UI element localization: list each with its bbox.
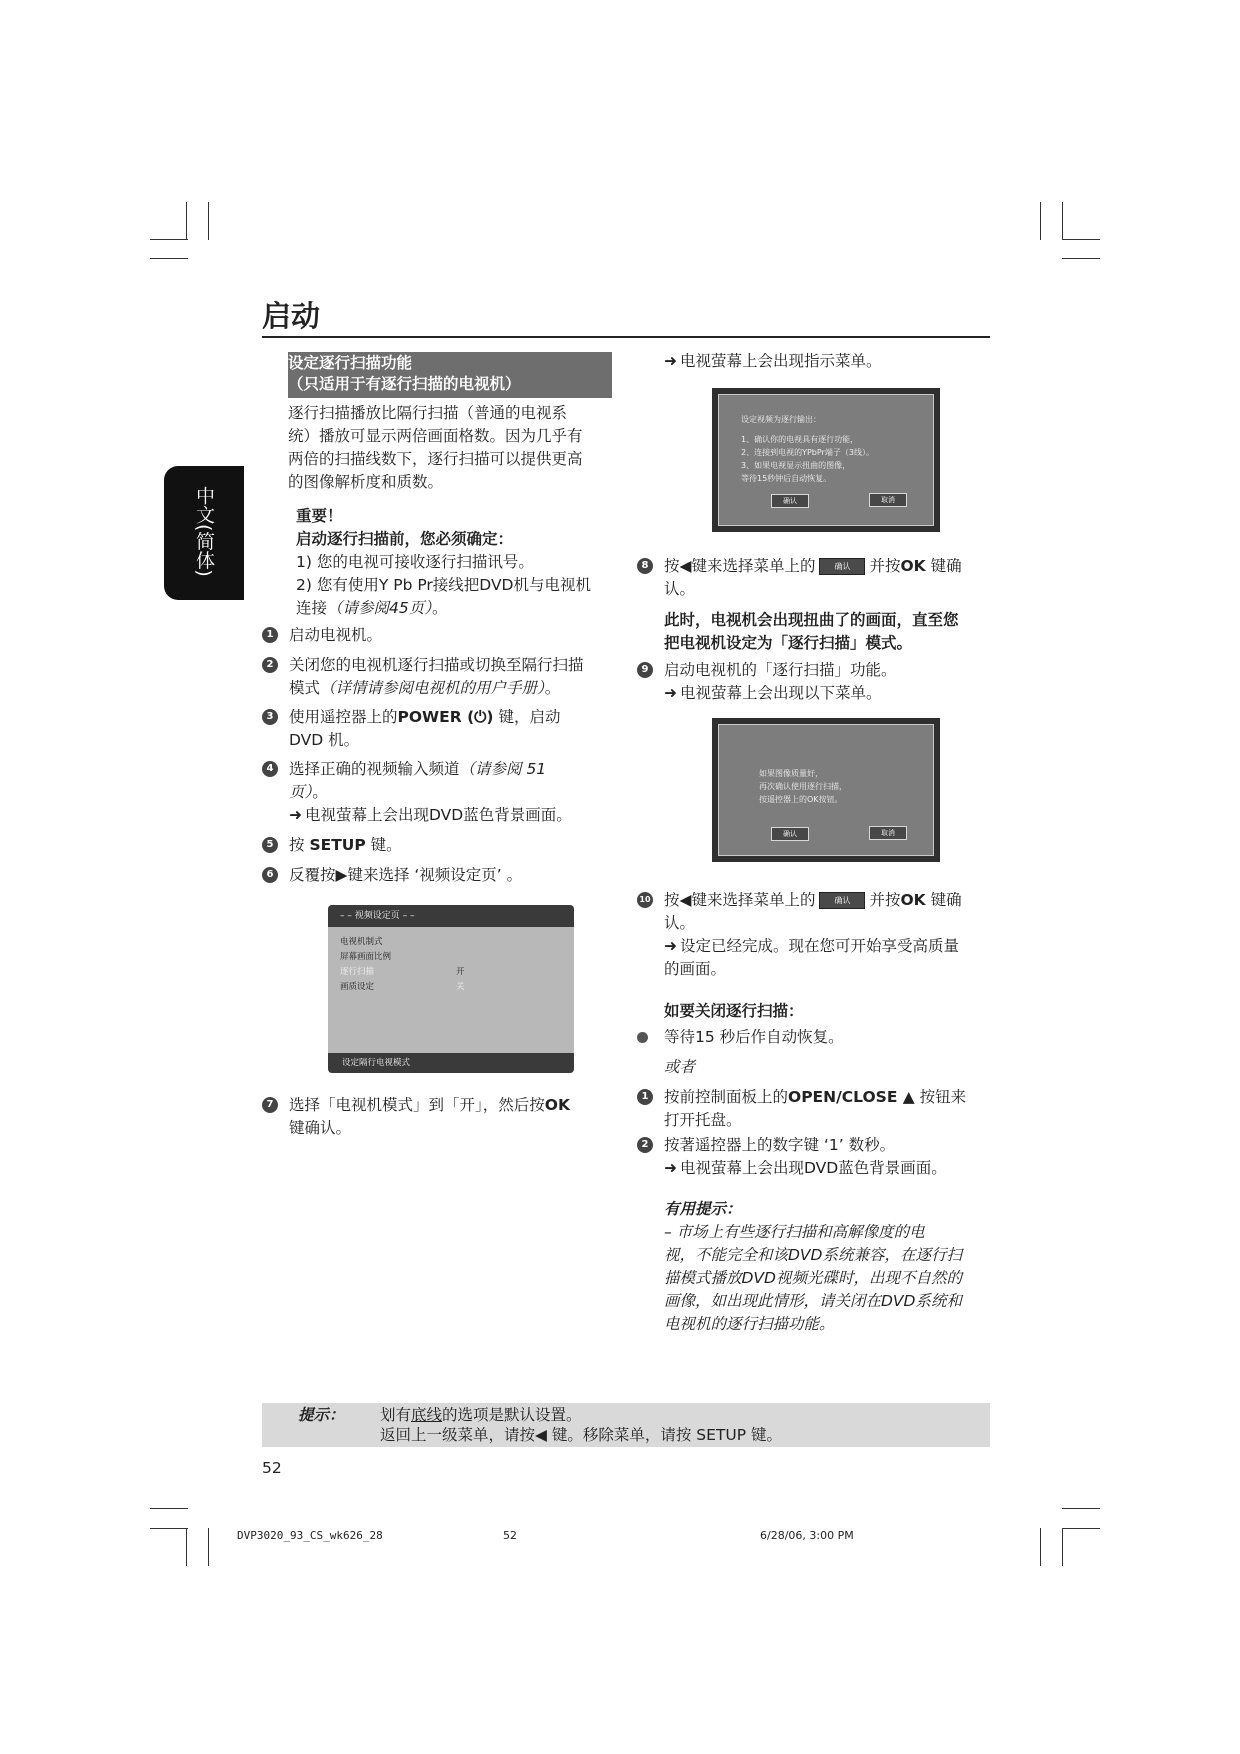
off-step-1: 1 按前控制面板上的OPEN/CLOSE ▲ 按钮来 打开托盘。 bbox=[637, 1086, 1024, 1132]
step-text: 启动电视机的「逐行扫描」功能。 bbox=[664, 661, 897, 679]
note-line-2: 返回上一级菜单，请按◀ 键。移除菜单，请按 SETUP 键。 bbox=[380, 1426, 782, 1444]
left-arrow-icon: ◀ bbox=[679, 557, 692, 575]
step-text: 关闭您的电视机逐行扫描或切换至隔行扫描 bbox=[289, 656, 584, 674]
step-text: 认。 bbox=[664, 914, 696, 932]
left-arrow-icon: ◀ bbox=[679, 891, 692, 909]
screen-text: 2、连接到电视的YPbPr端子（3线）。 bbox=[741, 448, 874, 457]
tip-title: 有用提示： bbox=[664, 1200, 742, 1218]
step-number: 3 bbox=[262, 709, 278, 725]
crop-mark bbox=[150, 258, 188, 259]
intro-line: 逐行扫描播放比隔行扫描（普通的电视系 bbox=[288, 404, 568, 422]
crop-mark bbox=[1040, 202, 1041, 240]
arrow-icon: ➜ bbox=[289, 806, 302, 824]
off-step-2: 2 按著遥控器上的数字键 ‘1’ 数秒。 ➜ 电视萤幕上会出现DVD蓝色背景画面。 bbox=[637, 1134, 1024, 1180]
footer-file-name: DVP3020_93_CS_wk626_28 bbox=[237, 1529, 383, 1542]
tip-line: 视，不能完全和该DVD系统兼容，在逐行扫 bbox=[664, 1246, 962, 1264]
step-number: 6 bbox=[262, 867, 278, 883]
section-heading bbox=[288, 352, 612, 398]
crop-mark bbox=[150, 1528, 188, 1529]
screen-text: 按遥控器上的OK按钮。 bbox=[759, 795, 843, 804]
step-3: 3 使用遥控器上的POWER (⏻) 键，启动 DVD 机。 bbox=[262, 706, 649, 752]
setup-menu-screen bbox=[328, 905, 574, 1073]
intro-line: 两倍的扫描线数下，逐行扫描可以提供更高 bbox=[288, 450, 583, 468]
note-label: 提示： bbox=[298, 1406, 345, 1424]
crop-mark bbox=[1062, 1508, 1100, 1509]
arrow-icon: ➜ bbox=[664, 684, 677, 702]
menu-header-label: – – 视频设定页 – – bbox=[340, 911, 415, 921]
intro-paragraph bbox=[288, 402, 618, 494]
language-tab bbox=[164, 466, 244, 600]
step-9: 9 启动电视机的「逐行扫描」功能。 ➜ 电视萤幕上会出现以下菜单。 bbox=[637, 659, 1024, 705]
step-8: 8 按◀键来选择菜单上的 确认 并按OK 键确 认。 此时，电视机会出现扭曲了的画面，直至您 把电视机设定为「逐行扫描」模式。 bbox=[637, 555, 1024, 655]
title-rule bbox=[262, 336, 990, 338]
screen-text: 3、如果电视显示扭曲的图像， bbox=[741, 461, 851, 470]
step-number: 7 bbox=[262, 1097, 278, 1113]
step-text: 按著遥控器上的数字键 ‘1’ 数秒。 bbox=[664, 1136, 896, 1154]
step-text: DVD 机。 bbox=[289, 731, 360, 749]
screen-text: 等待15秒钟后自动恢复。 bbox=[741, 474, 832, 483]
screen-text: 再次确认使用逐行扫描， bbox=[759, 782, 847, 791]
bullet-icon bbox=[637, 1032, 648, 1043]
screen-text: 设定视频为逐行输出： bbox=[741, 415, 821, 424]
tip-block bbox=[664, 1198, 1004, 1336]
tip-line: 电视机的逐行扫描功能。 bbox=[664, 1315, 835, 1333]
step-1 bbox=[262, 624, 649, 647]
step-number: 9 bbox=[637, 662, 653, 678]
step-text: 键确认。 bbox=[289, 1119, 352, 1137]
screen-text: 如果图像质量好， bbox=[759, 769, 823, 778]
tip-line: 描模式播放DVD视频光碟时，出现不自然的 bbox=[664, 1269, 962, 1287]
section-heading-line1: 设定逐行扫描功能 bbox=[288, 354, 413, 372]
confirm-button[interactable]: 确认 bbox=[771, 494, 809, 508]
crop-mark bbox=[150, 239, 188, 240]
step-6: 6 反覆按▶键来选择 ‘视频设定页’ 。 bbox=[262, 864, 649, 887]
step-text: 的画面。 bbox=[664, 960, 727, 978]
crop-mark bbox=[186, 1528, 187, 1566]
footer-timestamp: 6/28/06, 3:00 PM bbox=[760, 1529, 854, 1542]
note-line-1: 划有底线的选项是默认设置。 bbox=[380, 1406, 582, 1424]
language-tab-label: 中文(简体) bbox=[193, 486, 215, 577]
tip-line: – 市场上有些逐行扫描和高解像度的电 bbox=[664, 1223, 925, 1241]
menu-value-off[interactable]: 关 bbox=[456, 982, 465, 992]
important-item-1: 1) 您的电视可接收逐行扫描讯号。 bbox=[296, 553, 534, 571]
step-text: 认。 bbox=[664, 580, 696, 598]
menu-footer bbox=[328, 1053, 574, 1073]
step-7: 7 选择「电视机模式」到「开」，然后按OK 键确认。 bbox=[262, 1094, 649, 1140]
off-bullet: 等待15 秒后作自动恢复。 bbox=[637, 1026, 1024, 1049]
menu-item[interactable]: 屏幕画面比例 bbox=[340, 952, 392, 962]
step-number: 1 bbox=[262, 627, 278, 643]
menu-value-on[interactable]: 开 bbox=[456, 967, 465, 977]
step-number: 10 bbox=[637, 892, 653, 908]
page-title: 启动 bbox=[262, 299, 321, 333]
tip-line: 画像，如出现此情形，请关闭在DVD系统和 bbox=[664, 1292, 962, 1310]
menu-item-selected[interactable]: 逐行扫描 bbox=[340, 967, 375, 977]
crop-mark bbox=[150, 1508, 188, 1509]
footer-page: 52 bbox=[503, 1529, 517, 1542]
crop-mark bbox=[1062, 1528, 1100, 1529]
intro-line: 的图像解析度和质数。 bbox=[288, 473, 444, 491]
step-number: 4 bbox=[262, 761, 278, 777]
step-5: 5 按 SETUP 键。 bbox=[262, 834, 649, 857]
important-item-2-cont: 连接（请参阅45页）。 bbox=[296, 599, 448, 617]
step-text: 启动电视机。 bbox=[289, 626, 383, 644]
menu-item[interactable]: 电视机制式 bbox=[340, 937, 383, 947]
step-number: 2 bbox=[262, 657, 278, 673]
crop-mark bbox=[208, 1528, 209, 1566]
step-number: 8 bbox=[637, 558, 653, 574]
important-item-2: 2) 您有使用Y Pb Pr接线把DVD机与电视机 bbox=[296, 576, 591, 594]
step-text: 打开托盘。 bbox=[664, 1111, 742, 1129]
warning-text: 此时，电视机会出现扭曲了的画面，直至您 bbox=[664, 611, 959, 629]
or-text: 或者 bbox=[664, 1058, 696, 1076]
crop-mark bbox=[1040, 1528, 1041, 1566]
arrow-line: ➜ 电视萤幕上会出现指示菜单。 bbox=[664, 352, 882, 370]
important-subtitle: 启动逐行扫描前，您必须确定： bbox=[296, 530, 514, 548]
arrow-icon: ➜ bbox=[664, 1159, 677, 1177]
step-number: 1 bbox=[637, 1089, 653, 1105]
off-title: 如要关闭逐行扫描： bbox=[664, 1002, 804, 1020]
step-2: 2 关闭您的电视机逐行扫描或切换至隔行扫描 模式（详情请参阅电视机的用户手册）。 bbox=[262, 654, 649, 700]
cancel-button[interactable]: 取消 bbox=[869, 826, 907, 840]
screen-text: 1、确认你的电视具有逐行功能， bbox=[741, 435, 859, 444]
warning-text: 把电视机设定为「逐行扫描」模式。 bbox=[664, 634, 913, 652]
step-4: 4 选择正确的视频输入频道（请参阅 51 页）。 ➜ 电视萤幕上会出现DVD蓝色背景画面。 bbox=[262, 758, 649, 827]
menu-item[interactable]: 画质设定 bbox=[340, 982, 375, 992]
menu-header bbox=[328, 905, 574, 927]
arrow-icon: ➜ bbox=[664, 352, 677, 370]
cancel-button[interactable]: 取消 bbox=[869, 493, 907, 507]
crop-mark bbox=[1062, 258, 1100, 259]
step-number: 5 bbox=[262, 837, 278, 853]
section-heading-line2: （只适用于有逐行扫描的电视机） bbox=[288, 375, 521, 393]
intro-line: 统）播放可显示两倍画面格数。因为几乎有 bbox=[288, 427, 583, 445]
confirm-screen bbox=[712, 388, 940, 532]
crop-mark bbox=[1062, 1528, 1063, 1566]
step-10: 10 按◀键来选择菜单上的 确认 并按OK 键确 认。 ➜ 设定已经完成。现在您可开始享受高质量 的画面。 bbox=[637, 889, 1024, 981]
crop-mark bbox=[186, 202, 187, 240]
arrow-icon: ➜ bbox=[664, 937, 677, 955]
important-block bbox=[296, 505, 626, 620]
page-number: 52 bbox=[262, 1459, 282, 1477]
step-number: 2 bbox=[637, 1137, 653, 1153]
play-icon: ▶ bbox=[335, 866, 348, 884]
crop-mark bbox=[1062, 239, 1100, 240]
confirm-button[interactable]: 确认 bbox=[771, 827, 809, 841]
important-title: 重要！ bbox=[296, 507, 343, 525]
confirm-screen-2 bbox=[712, 718, 940, 862]
inline-confirm-button: 确认 bbox=[819, 892, 865, 909]
menu-footer-label: 设定隔行电视模式 bbox=[342, 1058, 411, 1068]
inline-confirm-button: 确认 bbox=[819, 558, 865, 575]
crop-mark bbox=[1062, 202, 1063, 240]
note-bar bbox=[262, 1403, 990, 1447]
crop-mark bbox=[208, 202, 209, 240]
